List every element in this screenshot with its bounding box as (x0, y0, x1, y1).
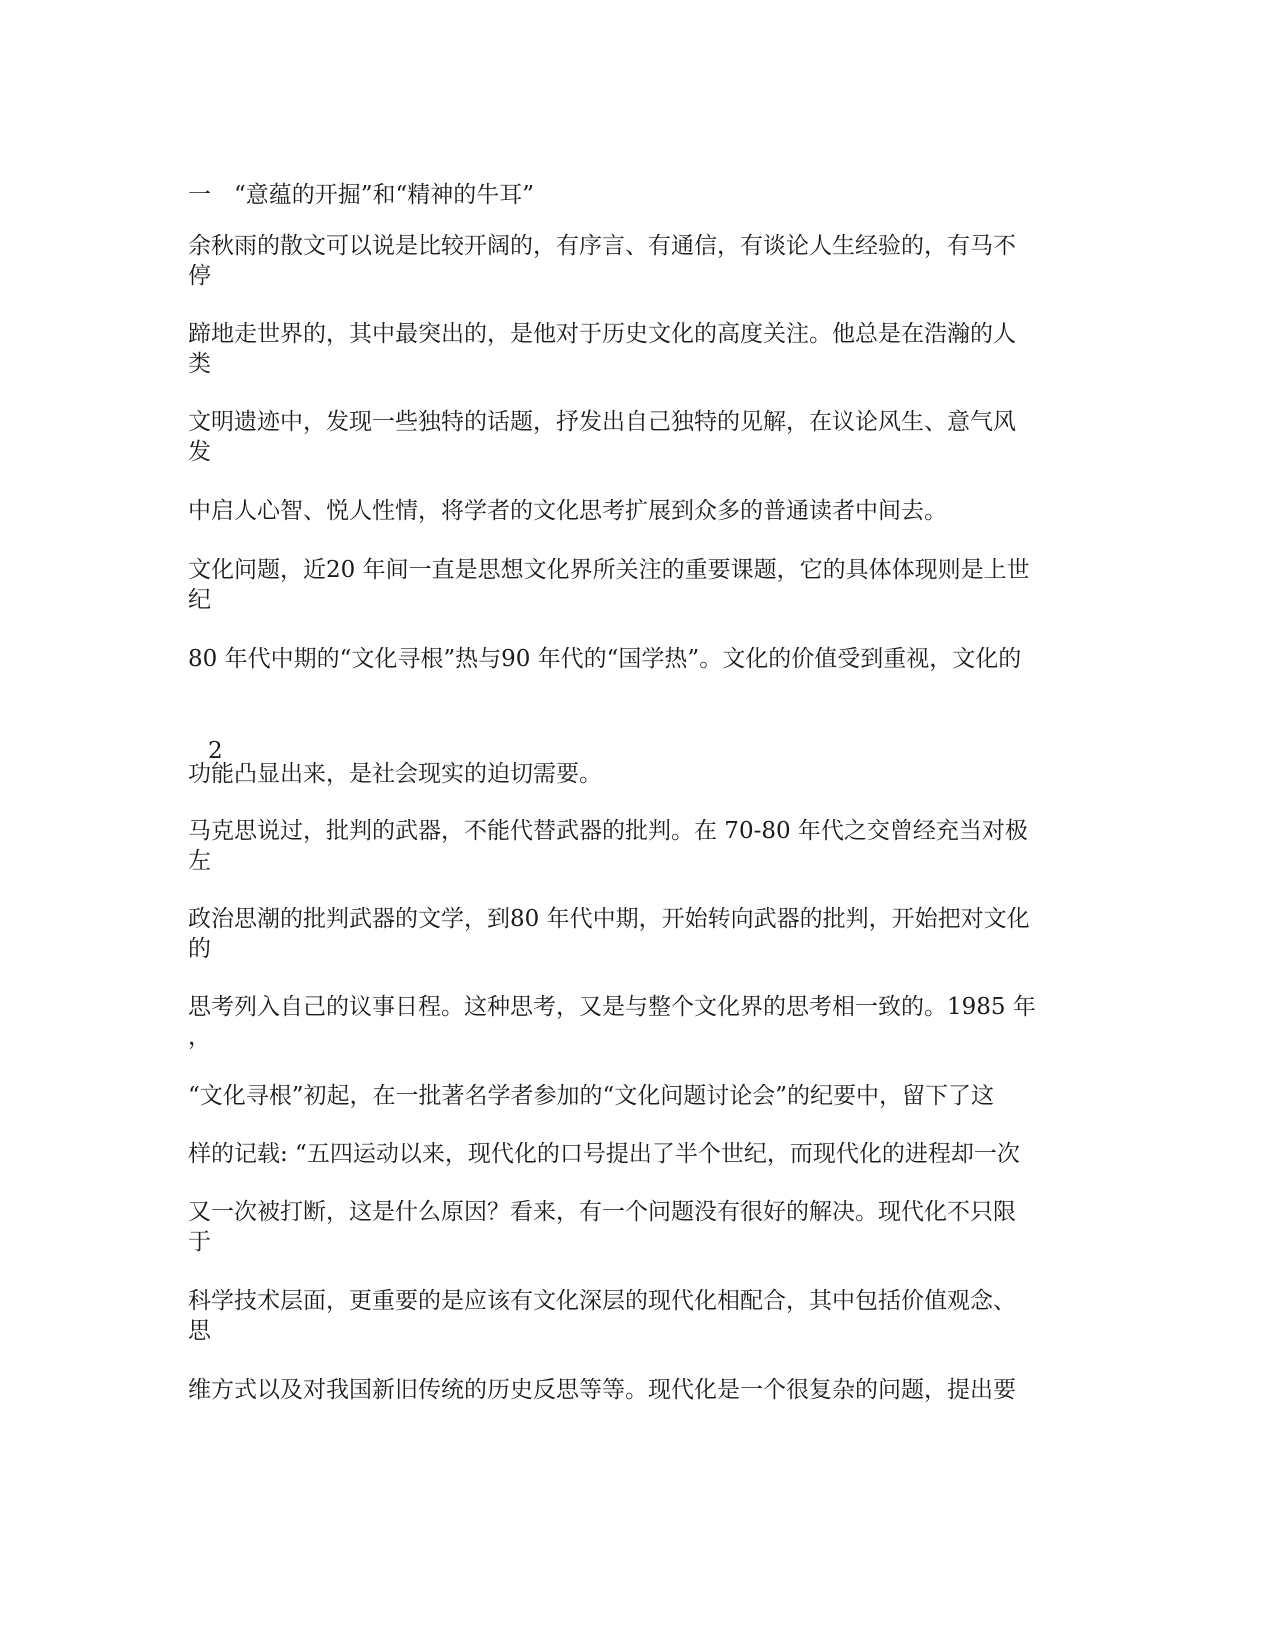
text-line: 又一次被打断，这是什么原因？看来，有一个问题没有很好的解决。现代化不只限 (188, 1199, 1016, 1225)
text-line: 纪 (188, 587, 211, 613)
page-number: 2 (208, 738, 223, 764)
text-line: 政治思潮的批判武器的文学，到80 年代中期，开始转向武器的批判，开始把对文化 (188, 906, 1030, 932)
text-line: 蹄地走世界的，其中最突出的，是他对于历史文化的高度关注。他总是在浩瀚的人 (188, 321, 1016, 347)
text-line: 马克思说过，批判的武器，不能代替武器的批判。在 70-80 年代之交曾经充当对极 (188, 818, 1028, 844)
text-line: 80 年代中期的“文化寻根”热与90 年代的“国学热”。文化的价值受到重视，文化的 (188, 646, 1022, 672)
text-line: 功能凸显出来，是社会现实的迫切需要。 (188, 761, 602, 787)
text-line: 样的记载: “五四运动以来，现代化的口号提出了半个世纪，而现代化的进程却一次 (188, 1141, 1020, 1167)
text-line: 文明遗迹中，发现一些独特的话题，抒发出自己独特的见解，在议论风生、意气风 (188, 409, 1016, 435)
text-line: 类 (188, 351, 211, 377)
text-line: 的 (188, 936, 211, 962)
text-line: 文化问题，近20 年间一直是思想文化界所关注的重要课题，它的具体体现则是上世 (188, 557, 1030, 583)
text-line: 科学技术层面，更重要的是应该有文化深层的现代化相配合，其中包括价值观念、 (188, 1288, 1016, 1314)
text-line: 中启人心智、悦人性情，将学者的文化思考扩展到众多的普通读者中间去。 (188, 498, 947, 524)
text-line: 于 (188, 1229, 211, 1255)
text-line: 思 (188, 1318, 211, 1344)
section-heading: 一 “意蕴的开掘”和“精神的牛耳” (188, 182, 535, 208)
text-line: “文化寻根”初起，在一批著名学者参加的“文化问题讨论会”的纪要中，留下了这 (188, 1083, 995, 1109)
text-line: 停 (188, 263, 211, 289)
text-line: 余秋雨的散文可以说是比较开阔的，有序言、有通信，有谈论人生经验的，有马不 (188, 233, 1016, 259)
text-line: 左 (188, 848, 211, 874)
text-line: 思考列入自己的议事日程。这种思考，又是与整个文化界的思考相一致的。1985 年 (188, 994, 1036, 1020)
text-line: 发 (188, 439, 211, 465)
text-line: ， (188, 1024, 211, 1050)
text-line: 维方式以及对我国新旧传统的历史反思等等。现代化是一个很复杂的问题，提出要 (188, 1377, 1016, 1403)
